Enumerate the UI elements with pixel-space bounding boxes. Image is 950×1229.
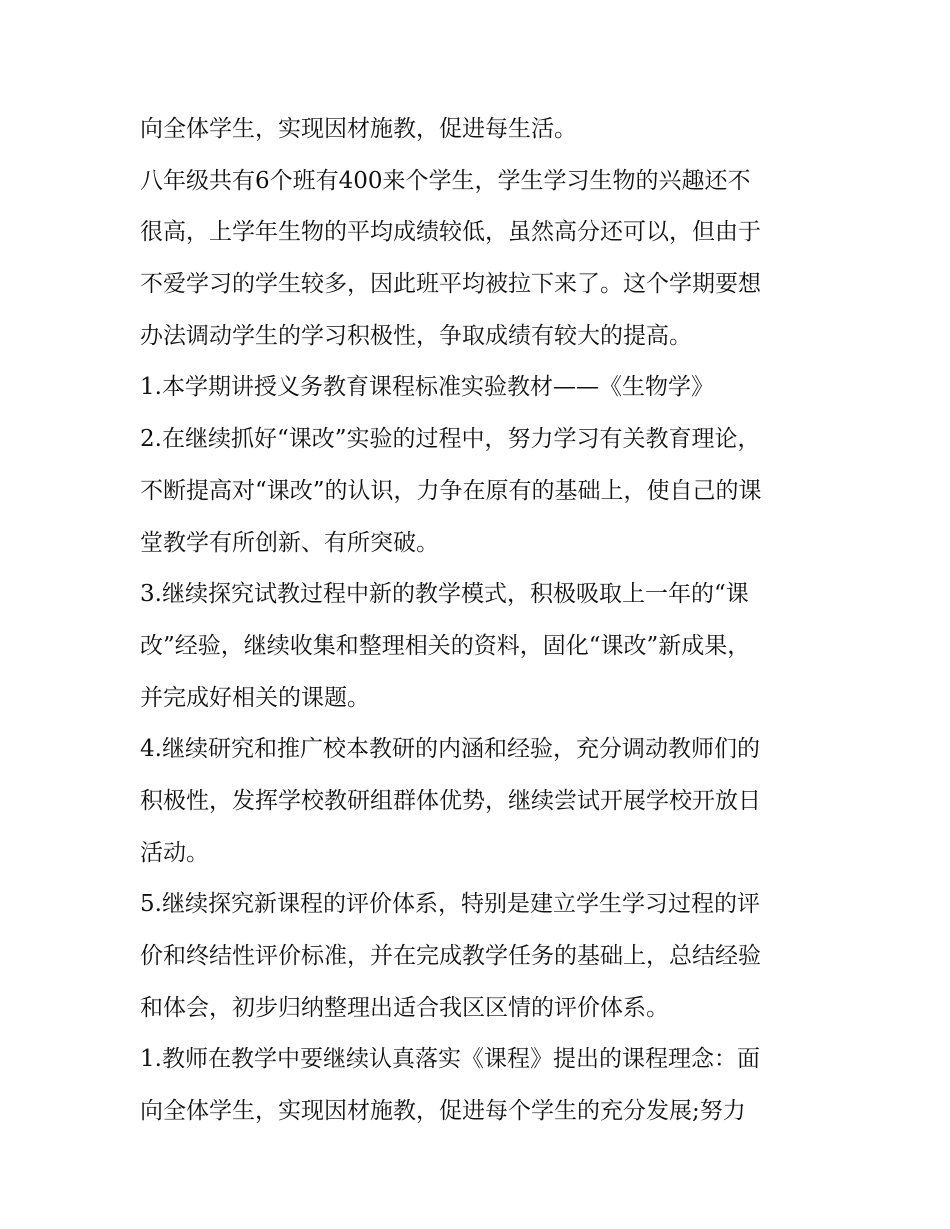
text-line: 向全体学生，实现因材施教，促进每生活。 [140,116,577,142]
text-line: 价和终结性评价标准，并在完成教学任务的基础上，总结经验 [140,943,761,969]
text-line: 向全体学生，实现因材施教，促进每个学生的充分发展;努力 [140,1098,746,1125]
text-line: 1.教师在教学中要继续认真落实《课程》提出的课程理念：面 [140,1046,760,1073]
text-line: 不断提高对“课改”的认识，力争在原有的基础上，使自己的课 [140,477,762,504]
text-line: 1.本学期讲授义务教育课程标准实验教材——《生物学》 [140,374,714,401]
text-line: 4.继续研究和推广校本教研的内涵和经验，充分调动教师们的 [140,736,760,763]
document-body [140,104,830,1138]
text-line: 并完成好相关的课题。 [140,684,370,711]
text-line: 改”经验，继续收集和整理相关的资料，固化“课改”新成果， [140,632,751,659]
text-line: 和体会，初步归纳整理出适合我区区情的评价体系。 [140,994,669,1021]
text-line: 活动。 [140,839,209,866]
text-line: 不爱学习的学生较多，因此班平均被拉下来了。这个学期要想 [140,271,761,298]
text-line: 办法调动学生的学习积极性，争取成绩有较大的提高。 [140,322,692,349]
text-line: 很高，上学年生物的平均成绩较低，虽然高分还可以，但由于 [140,219,761,246]
text-line: 3.继续探究试教过程中新的教学模式，积极吸取上一年的“课 [140,581,749,608]
text-line: 5.继续探究新课程的评价体系，特别是建立学生学习过程的评 [140,891,760,918]
text-line: 积极性，发挥学校教研组群体优势，继续尝试开展学校开放日 [140,787,761,814]
text-line: 堂教学有所创新、有所突破。 [140,529,439,556]
text-line: 2.在继续抓好“课改”实验的过程中，努力学习有关教育理论， [140,426,761,453]
text-line: 八年级共有6个班有400来个学生，学生学习生物的兴趣还不 [140,167,751,194]
